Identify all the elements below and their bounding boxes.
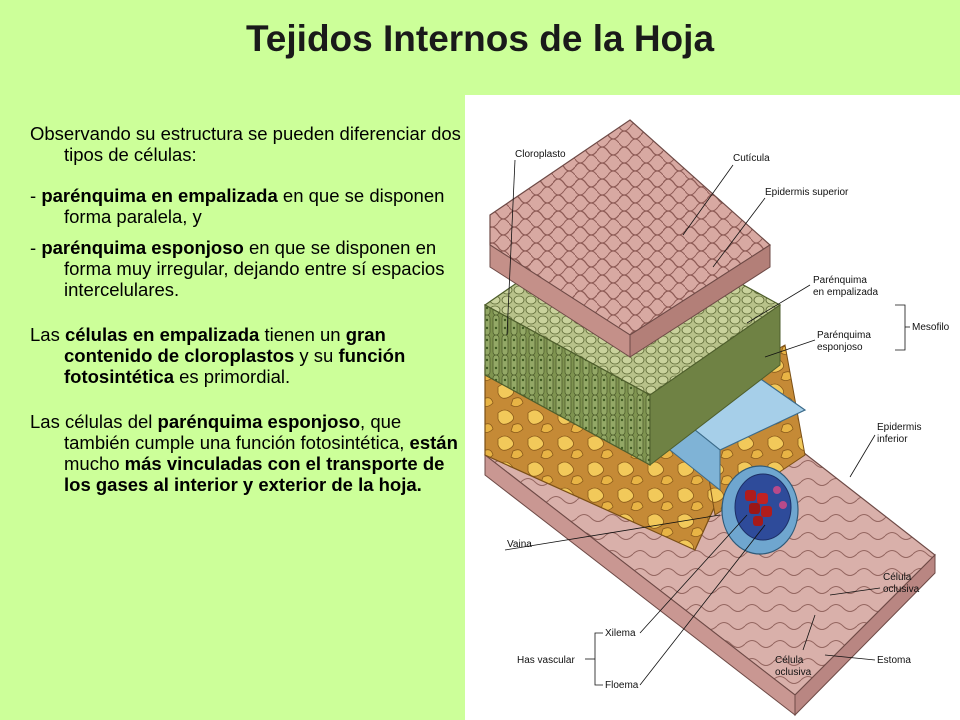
text-run: Las [30, 324, 65, 345]
text-run: y su [294, 345, 339, 366]
label-epidermis-inferior: Epidermis [877, 422, 922, 433]
label-estoma: Estoma [877, 655, 911, 666]
text-run: en que se disponen en forma muy irregular, dejando entre sí espacios intercelulares. [64, 237, 445, 300]
bold-run: células en empalizada [64, 324, 260, 345]
label-parenquima-esponjoso: Parénquima [817, 330, 871, 341]
text-run: tienen un [259, 324, 346, 345]
page-title: Tejidos Internos de la Hoja [245, 18, 715, 59]
label-has-vascular: Has vascular [517, 655, 575, 666]
label-parenquima-empalizada: Parénquima [813, 275, 867, 286]
label-epidermis-superior: Epidermis superior [765, 187, 849, 198]
leaf-diagram [465, 95, 960, 720]
paragraph-intro: Observando su estructura se pueden diferenciar dos tipos de células: [30, 123, 461, 165]
label-parenquima-esponjoso-2: esponjoso [817, 342, 863, 353]
label-cuticula: Cutícula [733, 153, 770, 164]
bold-run: parénquima esponjoso [41, 237, 244, 258]
label-celula-oclusiva-abajo-2: oclusiva [775, 667, 812, 678]
bold-run: parénquima en empalizada [41, 185, 278, 206]
label-cloroplasto: Cloroplasto [515, 149, 566, 160]
paragraph-esponjoso [30, 237, 465, 300]
text-run: en que se disponen forma paralela, y [64, 185, 445, 227]
bold-run: más vinculadas con el transporte de los gases al interior y exterior de la hoja. [64, 453, 445, 495]
text-run: mucho [64, 453, 125, 474]
text-run: , que también cumple una función fotosintética, [64, 411, 410, 453]
bold-run: función fotosintética [64, 345, 406, 387]
label-celula-oclusiva-abajo: Célula [775, 655, 804, 666]
bold-run: están [409, 432, 458, 453]
label-epidermis-inferior-2: inferior [877, 434, 908, 445]
paragraph-empalizada [30, 185, 465, 227]
label-celula-oclusiva-derecha: Célula [883, 572, 912, 583]
label-floema: Floema [605, 680, 639, 691]
bold-run: parénquima esponjoso [157, 411, 361, 432]
paragraph-celulas-esponjoso [30, 411, 465, 495]
paragraph-celulas-empalizada [30, 324, 465, 387]
label-celula-oclusiva-derecha-2: oclusiva [883, 584, 920, 595]
bold-run: gran contenido de cloroplastos [64, 324, 386, 366]
label-mesofilo: Mesofilo [912, 322, 950, 333]
text-run: - [30, 185, 42, 206]
leaf-cross-section-illustration [465, 95, 960, 720]
text-run: es primordial. [173, 366, 291, 387]
text-run: Las células del [30, 411, 158, 432]
label-xilema: Xilema [605, 628, 636, 639]
label-vaina: Vaina [507, 539, 532, 550]
body-text [30, 123, 465, 495]
label-parenquima-empalizada-2: en empalizada [813, 287, 879, 298]
text-run: - [30, 237, 42, 258]
